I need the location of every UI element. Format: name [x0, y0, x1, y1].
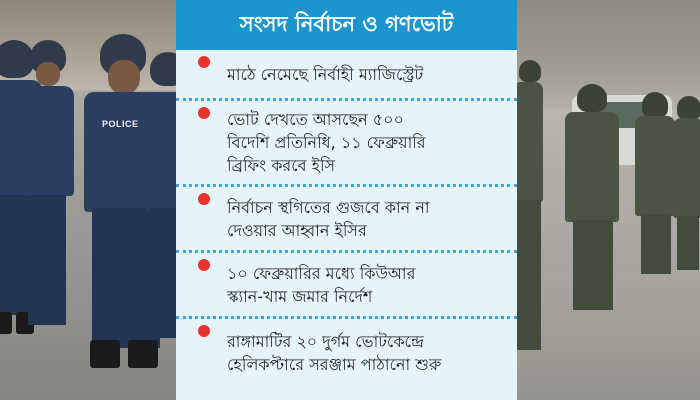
news-text: ১০ ফেব্রুয়ারির মধ্যে কিউআর স্ক্যান-খাম জমার নির্দেশ: [227, 263, 416, 306]
news-item: [176, 316, 517, 386]
news-text: রাঙ্গামাটির ২০ দুর্গম ভোটকেন্দ্রে হেলিকপ্টারে সরঞ্জাম পাঠানো শুরু: [227, 331, 442, 374]
police-photo: [0, 0, 176, 400]
news-item: [176, 50, 517, 98]
panel-header: [176, 0, 517, 50]
police-vest-label: POLICE: [102, 119, 139, 129]
news-item: [176, 98, 517, 184]
news-item: [176, 184, 517, 250]
bullet-dot-icon: [198, 107, 210, 119]
panel-title: সংসদ নির্বাচন ও গণভোট: [239, 11, 454, 36]
election-news-panel: [176, 0, 517, 400]
news-text: মাঠে নেমেছে নির্বাহী ম্যাজিস্ট্রেট: [227, 64, 424, 84]
bullet-dot-icon: [198, 193, 210, 205]
news-text: নির্বাচন স্থগিতের গুজবে কান না দেওয়ার আহ্বান ইসির: [227, 197, 430, 240]
news-item: [176, 250, 517, 316]
news-list: [176, 50, 517, 400]
news-text: ভোট দেখতে আসছেন ৫০০ বিদেশি প্রতিনিধি, ১১ ফেব্রুয়ারি ব্রিফিং করবে ইসি: [227, 110, 426, 175]
bullet-dot-icon: [198, 56, 210, 68]
bullet-dot-icon: [198, 259, 210, 271]
bullet-dot-icon: [198, 325, 210, 337]
soldiers-photo: [517, 0, 700, 400]
background-wall: [517, 0, 700, 110]
